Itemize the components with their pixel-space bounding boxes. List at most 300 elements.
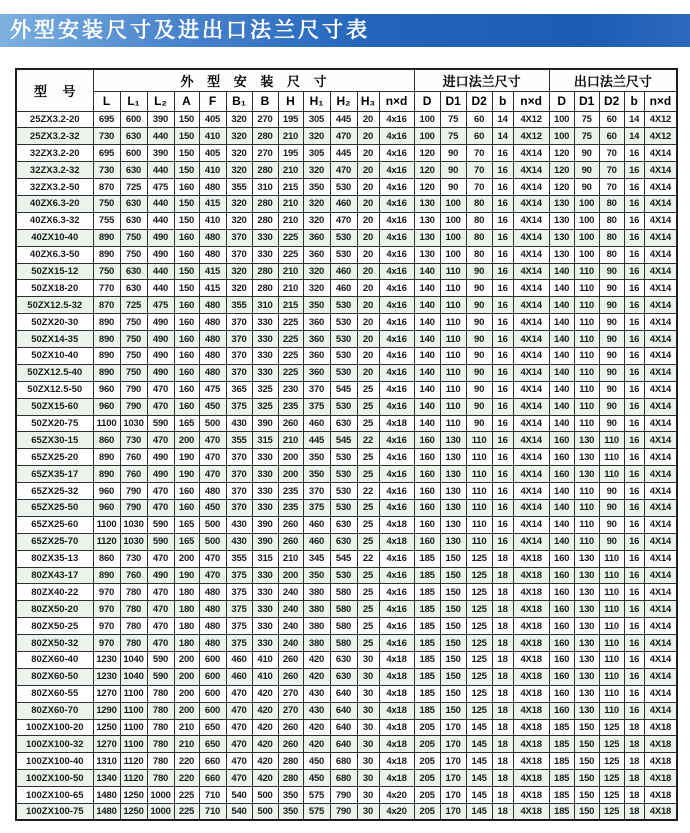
value-cell: 16 [492, 229, 513, 246]
model-cell: 50ZX15-12 [16, 263, 93, 280]
value-cell: 110 [440, 415, 466, 432]
table-row [16, 753, 677, 770]
value-cell: 130 [574, 432, 599, 449]
value-cell: 330 [252, 246, 278, 263]
group-header-outline-dims: 外 型 安 装 尺 寸 [93, 69, 414, 91]
value-cell: 60 [599, 111, 624, 128]
value-cell: 100 [440, 195, 466, 212]
value-cell: 125 [466, 635, 492, 652]
value-cell: 140 [549, 364, 574, 381]
value-cell: 360 [303, 347, 330, 364]
value-cell: 90 [599, 516, 624, 533]
value-cell: 100 [574, 229, 599, 246]
value-cell: 185 [414, 635, 440, 652]
value-cell: 4X14 [644, 145, 677, 162]
value-cell: 150 [440, 685, 466, 702]
value-cell: 375 [303, 398, 330, 415]
table-row [16, 466, 677, 483]
value-cell: 110 [599, 550, 624, 567]
value-cell: 18 [492, 804, 513, 821]
value-cell: 4X18 [513, 787, 549, 804]
value-cell: 470 [147, 635, 174, 652]
value-cell: 4X18 [513, 618, 549, 635]
value-cell: 4x16 [379, 499, 414, 516]
value-cell: 140 [549, 499, 574, 516]
column-header: H [278, 91, 303, 111]
value-cell: 315 [252, 432, 278, 449]
value-cell: 375 [226, 601, 252, 618]
value-cell: 140 [414, 297, 440, 314]
value-cell: 125 [599, 770, 624, 787]
value-cell: 205 [414, 753, 440, 770]
value-cell: 470 [226, 702, 252, 719]
value-cell: 490 [147, 347, 174, 364]
value-cell: 970 [93, 601, 120, 618]
table-row [16, 415, 677, 432]
value-cell: 790 [330, 804, 357, 821]
value-cell: 150 [440, 584, 466, 601]
value-cell: 130 [440, 483, 466, 500]
spec-table-container [15, 68, 676, 821]
value-cell: 4X14 [644, 179, 677, 196]
table-row [16, 635, 677, 652]
value-cell: 130 [440, 432, 466, 449]
value-cell: 125 [466, 550, 492, 567]
value-cell: 160 [414, 449, 440, 466]
value-cell: 370 [226, 449, 252, 466]
value-cell: 20 [357, 347, 379, 364]
value-cell: 4X14 [644, 162, 677, 179]
value-cell: 345 [303, 550, 330, 567]
value-cell: 545 [330, 432, 357, 449]
value-cell: 445 [330, 111, 357, 128]
value-cell: 4x16 [379, 179, 414, 196]
value-cell: 4X14 [644, 280, 677, 297]
value-cell: 780 [120, 601, 147, 618]
value-cell: 110 [574, 314, 599, 331]
table-row [16, 787, 677, 804]
value-cell: 80 [599, 246, 624, 263]
value-cell: 4x16 [379, 635, 414, 652]
value-cell: 20 [357, 179, 379, 196]
value-cell: 14 [624, 111, 644, 128]
value-cell: 4x18 [379, 736, 414, 753]
value-cell: 260 [278, 415, 303, 432]
value-cell: 790 [120, 483, 147, 500]
table-row [16, 652, 677, 669]
value-cell: 470 [199, 550, 226, 567]
value-cell: 190 [174, 466, 199, 483]
value-cell: 100 [574, 246, 599, 263]
value-cell: 90 [466, 280, 492, 297]
value-cell: 210 [174, 719, 199, 736]
value-cell: 4x18 [379, 652, 414, 669]
value-cell: 205 [414, 770, 440, 787]
value-cell: 630 [120, 195, 147, 212]
column-header: b [492, 91, 513, 111]
value-cell: 200 [174, 432, 199, 449]
value-cell: 16 [624, 516, 644, 533]
value-cell: 30 [357, 736, 379, 753]
value-cell: 16 [624, 685, 644, 702]
value-cell: 730 [120, 432, 147, 449]
value-cell: 4x16 [379, 229, 414, 246]
model-cell: 65ZX25-60 [16, 516, 93, 533]
model-cell: 65ZX30-15 [16, 432, 93, 449]
value-cell: 120 [549, 162, 574, 179]
value-cell: 200 [174, 702, 199, 719]
value-cell: 90 [574, 162, 599, 179]
value-cell: 145 [466, 770, 492, 787]
value-cell: 240 [278, 618, 303, 635]
value-cell: 90 [599, 398, 624, 415]
table-row [16, 516, 677, 533]
value-cell: 890 [93, 449, 120, 466]
value-cell: 180 [174, 618, 199, 635]
value-cell: 860 [93, 432, 120, 449]
value-cell: 150 [440, 601, 466, 618]
value-cell: 4X14 [644, 297, 677, 314]
value-cell: 140 [414, 415, 440, 432]
value-cell: 110 [599, 702, 624, 719]
value-cell: 160 [414, 533, 440, 550]
value-cell: 4X18 [513, 753, 549, 770]
value-cell: 4X14 [644, 652, 677, 669]
value-cell: 470 [226, 753, 252, 770]
value-cell: 870 [93, 297, 120, 314]
column-header: D [549, 91, 574, 111]
value-cell: 125 [599, 753, 624, 770]
value-cell: 790 [120, 499, 147, 516]
value-cell: 4X14 [513, 331, 549, 348]
value-cell: 440 [147, 280, 174, 297]
value-cell: 770 [93, 280, 120, 297]
value-cell: 590 [147, 668, 174, 685]
value-cell: 90 [599, 347, 624, 364]
value-cell: 4X14 [513, 415, 549, 432]
value-cell: 4x16 [379, 398, 414, 415]
value-cell: 650 [199, 719, 226, 736]
value-cell: 170 [440, 770, 466, 787]
value-cell: 4X14 [513, 246, 549, 263]
value-cell: 145 [466, 804, 492, 821]
value-cell: 180 [174, 584, 199, 601]
value-cell: 4X14 [513, 162, 549, 179]
value-cell: 280 [252, 128, 278, 145]
value-cell: 4x16 [379, 297, 414, 314]
model-cell: 32ZX3.2-20 [16, 145, 93, 162]
value-cell: 25 [357, 516, 379, 533]
value-cell: 130 [414, 195, 440, 212]
value-cell: 220 [174, 770, 199, 787]
value-cell: 90 [466, 347, 492, 364]
value-cell: 710 [199, 804, 226, 821]
value-cell: 225 [174, 804, 199, 821]
value-cell: 4X14 [644, 516, 677, 533]
model-cell: 50ZX18-20 [16, 280, 93, 297]
value-cell: 470 [226, 719, 252, 736]
value-cell: 470 [199, 432, 226, 449]
value-cell: 125 [466, 685, 492, 702]
value-cell: 1100 [120, 736, 147, 753]
column-header: B [252, 91, 278, 111]
value-cell: 4X14 [644, 246, 677, 263]
value-cell: 140 [414, 314, 440, 331]
value-cell: 470 [147, 381, 174, 398]
value-cell: 4X18 [513, 635, 549, 652]
value-cell: 80 [599, 195, 624, 212]
value-cell: 150 [174, 145, 199, 162]
value-cell: 195 [278, 145, 303, 162]
value-cell: 1100 [120, 719, 147, 736]
value-cell: 140 [549, 280, 574, 297]
value-cell: 375 [226, 635, 252, 652]
value-cell: 330 [252, 584, 278, 601]
value-cell: 4x16 [379, 449, 414, 466]
value-cell: 210 [278, 550, 303, 567]
value-cell: 1230 [93, 652, 120, 669]
value-cell: 4X14 [644, 483, 677, 500]
value-cell: 16 [624, 162, 644, 179]
value-cell: 210 [278, 128, 303, 145]
value-cell: 160 [174, 314, 199, 331]
value-cell: 30 [357, 702, 379, 719]
value-cell: 970 [93, 618, 120, 635]
value-cell: 445 [330, 145, 357, 162]
value-cell: 4X14 [513, 398, 549, 415]
value-cell: 130 [574, 652, 599, 669]
value-cell: 460 [330, 195, 357, 212]
value-cell: 70 [599, 162, 624, 179]
value-cell: 90 [599, 280, 624, 297]
value-cell: 25 [357, 415, 379, 432]
value-cell: 90 [466, 364, 492, 381]
value-cell: 110 [574, 280, 599, 297]
value-cell: 210 [278, 195, 303, 212]
table-row [16, 398, 677, 415]
value-cell: 470 [147, 432, 174, 449]
value-cell: 150 [174, 128, 199, 145]
value-cell: 640 [330, 702, 357, 719]
value-cell: 90 [466, 398, 492, 415]
value-cell: 4X14 [644, 364, 677, 381]
value-cell: 1250 [93, 719, 120, 736]
column-header: b [624, 91, 644, 111]
model-cell: 65ZX25-32 [16, 483, 93, 500]
value-cell: 280 [278, 753, 303, 770]
value-cell: 80 [466, 195, 492, 212]
value-cell: 4X14 [513, 533, 549, 550]
value-cell: 140 [414, 347, 440, 364]
value-cell: 4X14 [513, 466, 549, 483]
value-cell: 60 [466, 111, 492, 128]
value-cell: 790 [120, 381, 147, 398]
value-cell: 150 [440, 668, 466, 685]
value-cell: 4X14 [644, 432, 677, 449]
value-cell: 480 [199, 347, 226, 364]
column-header: H₁ [303, 91, 330, 111]
value-cell: 235 [278, 483, 303, 500]
value-cell: 420 [303, 668, 330, 685]
value-cell: 750 [120, 347, 147, 364]
value-cell: 760 [120, 567, 147, 584]
value-cell: 480 [199, 229, 226, 246]
value-cell: 530 [330, 449, 357, 466]
value-cell: 530 [330, 347, 357, 364]
value-cell: 750 [120, 364, 147, 381]
model-cell: 40ZX10-40 [16, 229, 93, 246]
value-cell: 270 [252, 145, 278, 162]
value-cell: 125 [466, 567, 492, 584]
value-cell: 890 [93, 466, 120, 483]
value-cell: 20 [357, 128, 379, 145]
value-cell: 475 [147, 179, 174, 196]
value-cell: 1030 [120, 415, 147, 432]
model-cell: 65ZX25-20 [16, 449, 93, 466]
value-cell: 4x16 [379, 195, 414, 212]
value-cell: 90 [466, 297, 492, 314]
value-cell: 90 [440, 179, 466, 196]
value-cell: 110 [599, 601, 624, 618]
value-cell: 185 [549, 787, 574, 804]
value-cell: 780 [147, 753, 174, 770]
column-header: n×d [513, 91, 549, 111]
value-cell: 18 [492, 685, 513, 702]
value-cell: 130 [440, 499, 466, 516]
column-header: L₂ [147, 91, 174, 111]
value-cell: 210 [278, 162, 303, 179]
value-cell: 18 [624, 736, 644, 753]
model-cell: 40ZX6.3-20 [16, 195, 93, 212]
value-cell: 18 [492, 770, 513, 787]
value-cell: 370 [226, 364, 252, 381]
value-cell: 420 [252, 753, 278, 770]
value-cell: 185 [414, 652, 440, 669]
value-cell: 590 [147, 516, 174, 533]
value-cell: 530 [330, 297, 357, 314]
value-cell: 16 [624, 652, 644, 669]
value-cell: 110 [466, 483, 492, 500]
value-cell: 4X14 [513, 179, 549, 196]
value-cell: 20 [357, 331, 379, 348]
value-cell: 470 [147, 499, 174, 516]
value-cell: 160 [174, 297, 199, 314]
value-cell: 320 [226, 212, 252, 229]
value-cell: 890 [93, 229, 120, 246]
value-cell: 970 [93, 584, 120, 601]
value-cell: 710 [199, 787, 226, 804]
value-cell: 470 [147, 618, 174, 635]
value-cell: 110 [599, 466, 624, 483]
value-cell: 420 [303, 719, 330, 736]
value-cell: 25 [357, 466, 379, 483]
value-cell: 100 [549, 128, 574, 145]
value-cell: 14 [492, 111, 513, 128]
value-cell: 4X14 [644, 499, 677, 516]
value-cell: 130 [549, 212, 574, 229]
column-header: D2 [466, 91, 492, 111]
value-cell: 375 [226, 567, 252, 584]
value-cell: 480 [199, 635, 226, 652]
value-cell: 110 [599, 567, 624, 584]
value-cell: 16 [492, 533, 513, 550]
value-cell: 4X14 [513, 516, 549, 533]
value-cell: 130 [574, 550, 599, 567]
value-cell: 405 [199, 111, 226, 128]
value-cell: 80 [599, 229, 624, 246]
model-cell: 80ZX60-70 [16, 702, 93, 719]
value-cell: 630 [120, 212, 147, 229]
value-cell: 480 [199, 618, 226, 635]
value-cell: 100 [440, 229, 466, 246]
value-cell: 160 [549, 635, 574, 652]
value-cell: 375 [226, 584, 252, 601]
value-cell: 280 [278, 770, 303, 787]
value-cell: 4X18 [644, 787, 677, 804]
value-cell: 470 [147, 601, 174, 618]
model-cell: 50ZX20-30 [16, 314, 93, 331]
value-cell: 660 [199, 753, 226, 770]
value-cell: 730 [93, 162, 120, 179]
value-cell: 30 [357, 668, 379, 685]
value-cell: 355 [226, 179, 252, 196]
table-row [16, 719, 677, 736]
value-cell: 530 [330, 331, 357, 348]
value-cell: 200 [278, 449, 303, 466]
value-cell: 450 [199, 499, 226, 516]
table-row [16, 263, 677, 280]
value-cell: 415 [199, 195, 226, 212]
value-cell: 530 [330, 314, 357, 331]
value-cell: 140 [414, 280, 440, 297]
value-cell: 1480 [93, 787, 120, 804]
value-cell: 4X14 [513, 449, 549, 466]
value-cell: 320 [303, 195, 330, 212]
value-cell: 460 [303, 415, 330, 432]
value-cell: 270 [252, 111, 278, 128]
value-cell: 450 [199, 398, 226, 415]
value-cell: 150 [574, 770, 599, 787]
table-row [16, 567, 677, 584]
value-cell: 225 [278, 331, 303, 348]
value-cell: 450 [303, 770, 330, 787]
table-row [16, 246, 677, 263]
value-cell: 140 [549, 415, 574, 432]
value-cell: 470 [199, 466, 226, 483]
value-cell: 4X14 [644, 314, 677, 331]
value-cell: 150 [440, 550, 466, 567]
value-cell: 16 [492, 466, 513, 483]
value-cell: 150 [440, 652, 466, 669]
value-cell: 355 [226, 297, 252, 314]
value-cell: 30 [357, 652, 379, 669]
value-cell: 210 [278, 212, 303, 229]
value-cell: 650 [199, 736, 226, 753]
value-cell: 4x16 [379, 483, 414, 500]
value-cell: 185 [549, 753, 574, 770]
value-cell: 1100 [120, 685, 147, 702]
value-cell: 140 [549, 533, 574, 550]
value-cell: 170 [440, 787, 466, 804]
value-cell: 330 [252, 466, 278, 483]
value-cell: 16 [624, 364, 644, 381]
value-cell: 1340 [93, 770, 120, 787]
value-cell: 185 [549, 804, 574, 821]
value-cell: 110 [599, 584, 624, 601]
value-cell: 235 [278, 398, 303, 415]
value-cell: 4X18 [644, 753, 677, 770]
value-cell: 22 [357, 550, 379, 567]
